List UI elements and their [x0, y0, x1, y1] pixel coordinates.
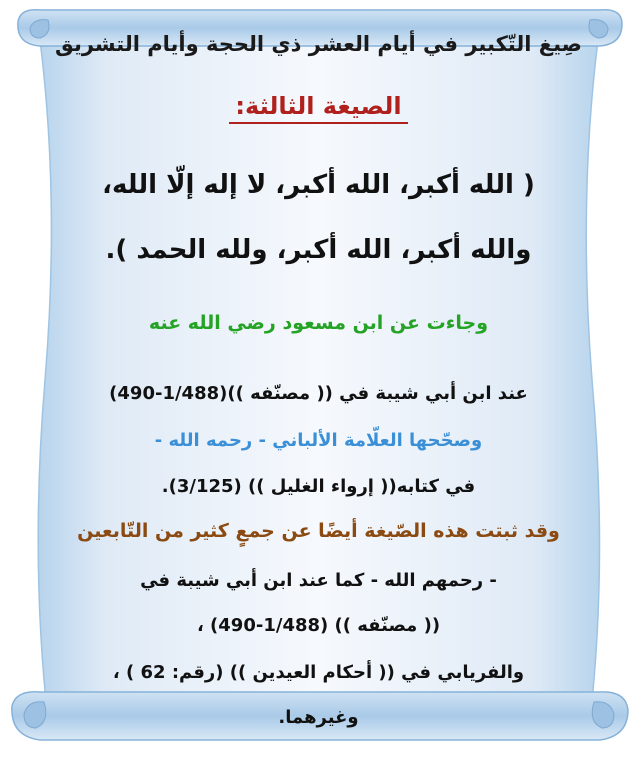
body-line-7: والفريابي في (( أحكام العيدين )) (رقم: 62 ) ،: [112, 662, 525, 683]
narration-line: وجاءت عن ابن مسعود رضي الله عنه: [148, 312, 489, 334]
subtitle: الصيغة الثالثة:: [229, 92, 407, 124]
subtitle-wrap: [0, 92, 637, 124]
body-line-6: (( مصنّفه )) (1/488-490) ،: [196, 615, 441, 636]
body-line-8: وغيرهما.: [278, 707, 359, 728]
body-line-2: وصحّحها العلّامة الألباني - رحمه الله -: [154, 430, 483, 451]
body-line-4: وقد ثبتت هذه الصّيغة أيضًا عن جمعٍ كثير من التّابعين: [77, 520, 560, 542]
body-line-3: في كتابه(( إرواء الغليل )) (3/125).: [161, 476, 476, 497]
body-line-5: - رحمهم الله - كما عند ابن أبي شيبة في: [140, 570, 497, 591]
dhikr-line-2: والله أكبر، الله أكبر، ولله الحمد ).: [105, 235, 532, 265]
page-title: صِيغ التّكبير في أيام العشر ذي الحجة وأيام التشريق: [55, 32, 582, 56]
dhikr-line-1: ( الله أكبر، الله أكبر، لا إله إلّا الله،: [102, 170, 535, 200]
body-line-1: عند ابن أبي شيبة في (( مصنّفه ))(1/488-490): [109, 383, 528, 404]
